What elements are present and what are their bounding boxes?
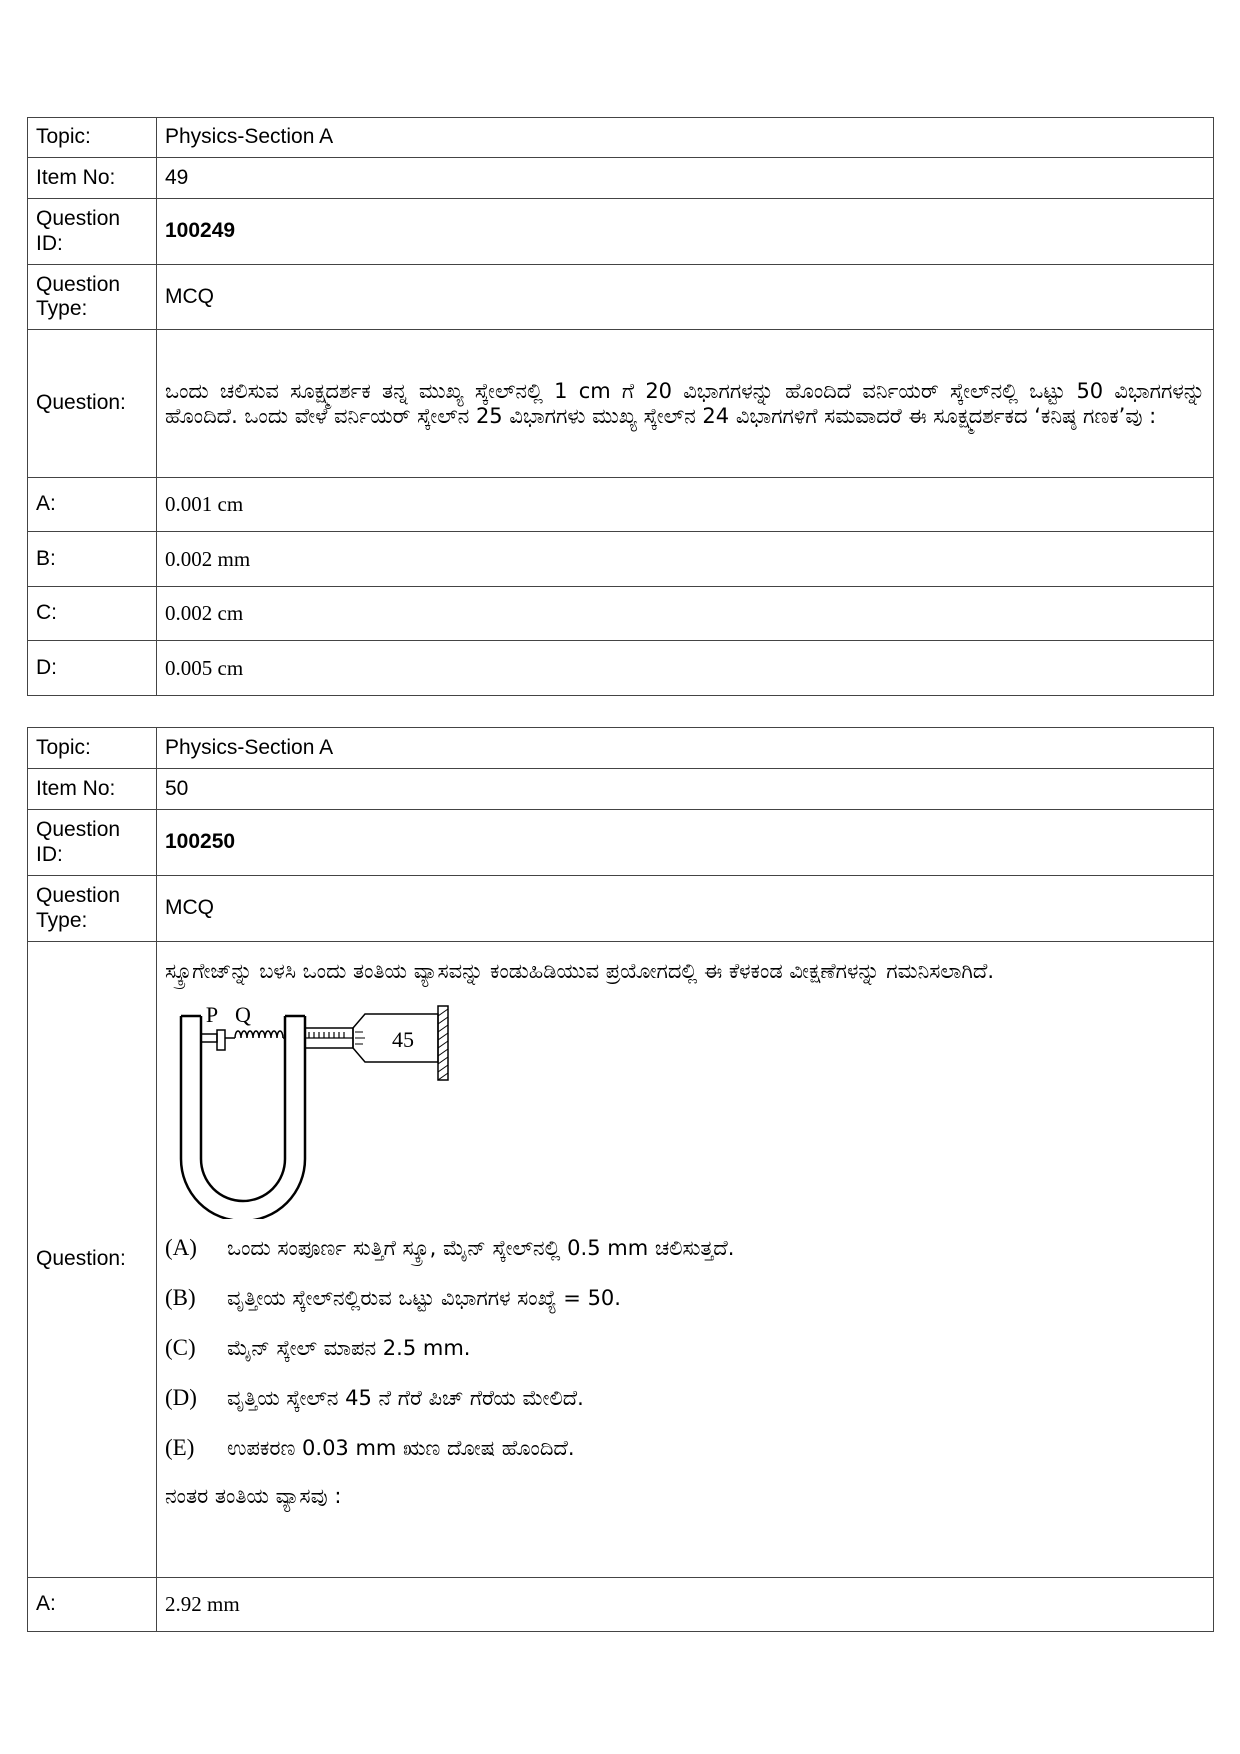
statement-text: ವೃತ್ತಿಯ ಸ್ಕೇಲ್‌ನ 45 ನೆ ಗೆರೆ ಪಿಚ್ ಗೆರೆಯ ಮೇಲಿದೆ.	[227, 1386, 584, 1410]
item-no-label: Item No:	[28, 158, 157, 199]
question-body	[157, 942, 1214, 1578]
u-frame-outer	[181, 1016, 305, 1219]
statement-b	[165, 1273, 1205, 1323]
statement-e	[165, 1423, 1205, 1473]
option-c-label: C:	[28, 587, 157, 641]
statement-key: (B)	[165, 1285, 196, 1310]
item-no-row	[28, 158, 1214, 199]
question-id-value: 100250	[157, 810, 1214, 876]
thimble-reading: 45	[392, 1027, 414, 1052]
item-no-row	[28, 769, 1214, 810]
question-lead-text: ಸ್ಕ್ರೂಗೇಜ್‌ನ್ನು ಬಳಸಿ ಒಂದು ತಂತಿಯ ವ್ಯಾಸವನ್ನು ಕಂಡುಹಿಡಿಯುವ ಪ್ರಯೋಗದಲ್ಲಿ ಈ ಕೆಳಕಂಡ ವೀಕ್ಷಣೆಗಳನ್ನು ಗಮನಿಸಲಾಗಿದೆ.	[165, 959, 995, 983]
option-row-b	[28, 532, 1214, 587]
topic-value: Physics-Section A	[157, 118, 1214, 158]
statement-list	[165, 1223, 1205, 1473]
statement-c	[165, 1323, 1205, 1373]
topic-label: Topic:	[28, 728, 157, 769]
statement-text: ವೃತ್ತೀಯ ಸ್ಕೇಲ್‌ನಲ್ಲಿರುವ ಒಟ್ಟು ವಿಭಾಗಗಳ ಸಂಖ್ಯೆ = 50.	[227, 1286, 621, 1310]
question-text: ಒಂದು ಚಲಿಸುವ ಸೂಕ್ಷ್ಮದರ್ಶಕ ತನ್ನ ಮುಖ್ಯ ಸ್ಕೇಲ್‌ನಲ್ಲಿ 1 cm ಗೆ 20 ವಿಭಾಗಗಳನ್ನು ಹೊಂದಿದೆ ವರ್ನಿಯರ್ ಸ್ಕೇಲ್‌ನಲ್ಲಿ ಒಟ್ಟು 50 ವಿಭಾಗಗಳನ್ನು ಹೊಂದಿದೆ. ಒಂದು ವೇಳೆ ವರ್ನಿಯರ್ ಸ್ಕೇಲ್‌ನ 25 ವಿಭಾಗಗಳು ಮುಖ್ಯ ಸ್ಕೇಲ್‌ನ 24 ವಿಭಾಗಗಳಿಗೆ ಸಮವಾದರೆ ಈ ಸೂಕ್ಷ್ಮದರ್ಶಕದ ‘ಕನಿಷ್ಠ ಗಣಕ’ವು :	[157, 330, 1214, 478]
ratchet-hatch	[438, 1009, 448, 1080]
option-d-value: 0.005 cm	[157, 641, 1214, 696]
question-type-value: MCQ	[157, 265, 1214, 330]
question-final-line: ನಂತರ ತಂತಿಯ ವ್ಯಾಸವು :	[165, 1484, 342, 1508]
question-type-label: Question Type:	[28, 876, 157, 942]
statement-d	[165, 1373, 1205, 1423]
option-a-label: A:	[28, 1578, 157, 1632]
question-label: Question:	[28, 942, 157, 1578]
item-no-label: Item No:	[28, 769, 157, 810]
question-block-49	[27, 117, 1214, 696]
option-d-label: D:	[28, 641, 157, 696]
item-no-value: 49	[157, 158, 1214, 199]
question-id-value: 100249	[157, 199, 1214, 265]
option-a-label: A:	[28, 478, 157, 532]
statement-key: (E)	[165, 1435, 195, 1460]
topic-row	[28, 728, 1214, 769]
option-a-value: 2.92 mm	[157, 1578, 1214, 1632]
question-id-row	[28, 810, 1214, 876]
topic-row	[28, 118, 1214, 158]
statement-key: (A)	[165, 1235, 197, 1260]
question-type-row	[28, 876, 1214, 942]
question-type-row	[28, 265, 1214, 330]
statement-text: ಮೈನ್ ಸ್ಕೇಲ್ ಮಾಪನ 2.5 mm.	[227, 1336, 471, 1360]
screw-gauge-figure	[173, 1004, 493, 1219]
option-a-value: 0.001 cm	[157, 478, 1214, 532]
label-p: P	[205, 1004, 219, 1027]
question-id-label: Question ID:	[28, 199, 157, 265]
screw-coils	[235, 1031, 283, 1038]
question-type-value: MCQ	[157, 876, 1214, 942]
question-id-row	[28, 199, 1214, 265]
question-type-label: Question Type:	[28, 265, 157, 330]
option-row-a	[28, 1578, 1214, 1632]
statement-key: (C)	[165, 1335, 196, 1360]
option-row-d	[28, 641, 1214, 696]
statement-a	[165, 1223, 1205, 1273]
question-label: Question:	[28, 330, 157, 478]
question-block-50	[27, 727, 1214, 1632]
option-row-c	[28, 587, 1214, 641]
option-b-label: B:	[28, 532, 157, 587]
topic-value: Physics-Section A	[157, 728, 1214, 769]
statement-key: (D)	[165, 1385, 197, 1410]
anvil-p	[201, 1034, 217, 1042]
question-id-label: Question ID:	[28, 810, 157, 876]
statement-text: ಒಂದು ಸಂಪೂರ್ಣ ಸುತ್ತಿಗೆ ಸ್ಕ್ರೂ, ಮೈನ್ ಸ್ಕೇಲ್‌ನಲ್ಲಿ 0.5 mm ಚಲಿಸುತ್ತದೆ.	[227, 1236, 735, 1260]
item-no-value: 50	[157, 769, 1214, 810]
thimble-ticks	[355, 1032, 365, 1044]
main-scale-ticks	[309, 1032, 344, 1038]
question-row	[28, 330, 1214, 478]
topic-label: Topic:	[28, 118, 157, 158]
question-row	[28, 942, 1214, 1578]
option-b-value: 0.002 mm	[157, 532, 1214, 587]
u-frame-inner	[201, 1016, 285, 1201]
statement-text: ಉಪಕರಣ 0.03 mm ಋಣ ದೋಷ ಹೊಂದಿದೆ.	[227, 1436, 575, 1460]
option-c-value: 0.002 cm	[157, 587, 1214, 641]
label-q: Q	[235, 1004, 251, 1027]
spindle-face	[217, 1030, 225, 1050]
option-row-a	[28, 478, 1214, 532]
